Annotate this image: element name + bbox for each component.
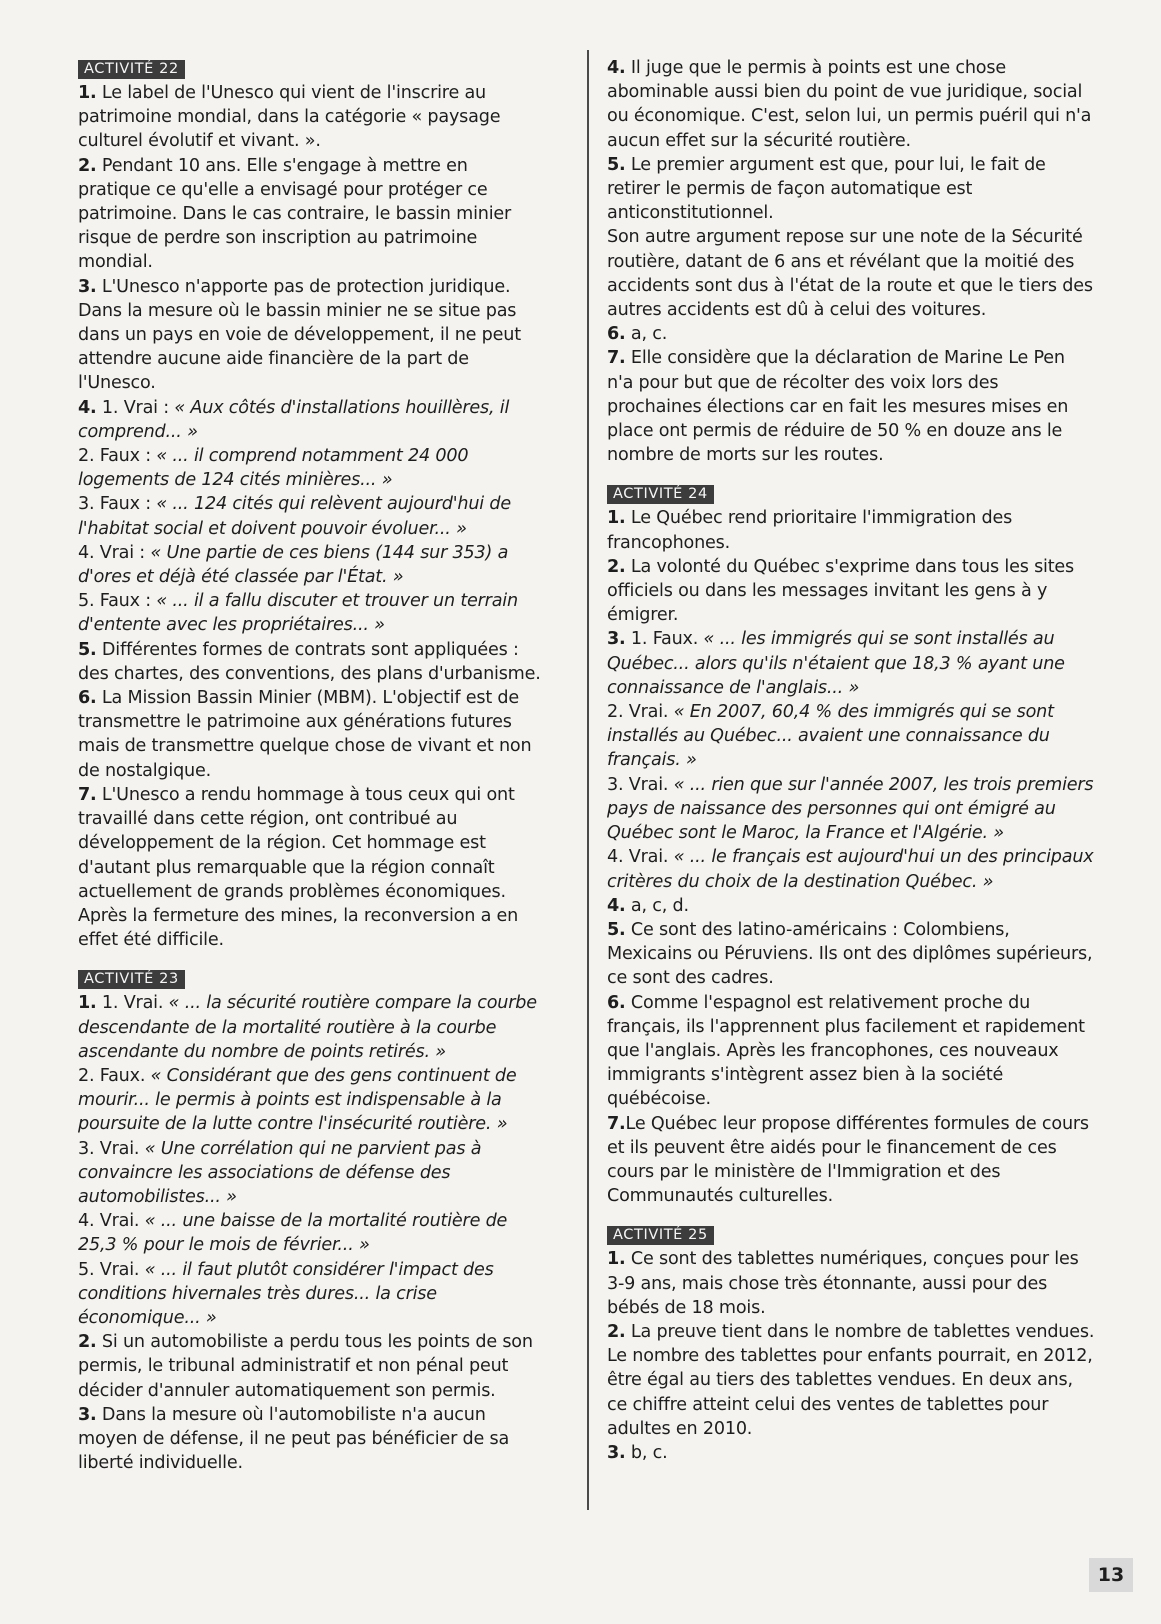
answer-paragraph <box>607 225 1095 322</box>
answer-paragraph <box>607 56 1095 153</box>
answer-paragraph <box>607 555 1095 628</box>
answer-paragraph <box>78 1258 543 1331</box>
answer-paragraph <box>78 396 543 444</box>
answer-text: Le Québec leur propose différentes formules de cours et ils peuvent être aidés pour le financement de ces cours par le ministère de l'Immigration et des Communautés culturelles. <box>607 1113 1089 1207</box>
activity-23-continued <box>607 56 1095 467</box>
answer-quote: « ... les immigrés qui se sont installés au Québec... alors qu'ils n'étaient que 18,3 % ayant une connaissance de l'anglais... » <box>607 629 1065 698</box>
answer-number: 2. <box>78 155 97 176</box>
answer-paragraph <box>78 444 543 492</box>
answer-text: Dans la mesure où l'automobiliste n'a aucun moyen de défense, il ne peut pas bénéficier de sa liberté individuelle. <box>78 1404 510 1474</box>
answer-paragraph <box>607 1247 1095 1320</box>
answer-paragraph <box>607 1320 1095 1441</box>
answer-quote: « ... la sécurité routière compare la courbe descendante de la mortalité routière à la courbe ascendante du nombre de points retirés. » <box>78 993 537 1062</box>
activity-tag: ACTIVITÉ 24 <box>607 485 714 504</box>
answer-quote: « ... il comprend notamment 24 000 logements de 124 cités minières... » <box>78 446 469 491</box>
answer-verdict: 5. Faux : <box>78 591 157 612</box>
answer-verdict: 2. Faux. <box>78 1065 151 1086</box>
answer-number: 1. <box>607 508 626 529</box>
answer-list <box>607 506 1095 1208</box>
answer-quote: « En 2007, 60,4 % des immigrés qui se sont installés au Québec... avaient une connaissance du français. » <box>607 702 1054 771</box>
activity-23 <box>78 966 543 1475</box>
answer-verdict: 4. Vrai : <box>78 542 151 563</box>
answer-text: La volonté du Québec s'exprime dans tous les sites officiels ou dans les messages invitant les gens à y émigrer. <box>607 556 1075 626</box>
answer-quote: « ... 124 cités qui relèvent aujourd'hui de l'habitat social et doivent pouvoir évoluer... » <box>78 494 511 539</box>
answer-text: L'Unesco a rendu hommage à tous ceux qui ont travaillé dans cette région, ont contribué au développement de la région. Cet hommage est d'autant plus remarquable que la région connaît actuellement de grands problèmes économiques. Après la fermeture des mines, la reconversion a en effet été difficile. <box>78 784 519 951</box>
activity-25 <box>607 1222 1095 1465</box>
answer-verdict: 1. Faux. <box>625 629 704 650</box>
answer-text: a, c, d. <box>625 895 689 916</box>
answer-paragraph <box>78 492 543 540</box>
answer-paragraph <box>78 638 543 686</box>
answer-text: Ce sont des tablettes numériques, conçues pour les 3-9 ans, mais chose très étonnante, aussi pour des bébés de 18 mois. <box>607 1249 1079 1318</box>
answer-text: a, c. <box>625 324 668 345</box>
answer-list <box>78 81 543 952</box>
answer-paragraph <box>607 918 1095 991</box>
answer-verdict: 3. Vrai. <box>78 1138 145 1159</box>
answer-quote: « ... le français est aujourd'hui un des principaux critères du choix de la destination Québec. » <box>607 847 1094 892</box>
answer-text: L'Unesco n'apporte pas de protection juridique. Dans la mesure où le bassin minier ne se situe pas dans un pays en voie de développement, il ne peut attendre aucune aide financière de la part de l'Unesco. <box>78 276 521 394</box>
answer-quote: « Une corrélation qui ne parvient pas à convaincre les associations de défense des automobilistes... » <box>78 1138 482 1207</box>
answer-number: 5. <box>607 154 626 175</box>
answer-number: 7. <box>607 348 626 369</box>
answer-number: 3. <box>607 1442 626 1463</box>
answer-text: b, c. <box>625 1442 668 1463</box>
answer-number: 6. <box>607 324 626 345</box>
answer-verdict: 4. Vrai. <box>78 1211 145 1232</box>
answer-number: 2. <box>607 556 626 577</box>
answer-list <box>607 56 1095 467</box>
answer-verdict: 1. Vrai. <box>96 993 169 1014</box>
answer-verdict: 3. Faux : <box>78 494 157 515</box>
answer-number: 4. <box>78 397 97 418</box>
answer-text: Son autre argument repose sur une note de la Sécurité routière, datant de 6 ans et révélant que la moitié des accidents sont dus à l'état de la route et que le tiers des autres accidents est dû à celui des voitures. <box>607 227 1093 321</box>
answer-number: 5. <box>607 919 626 940</box>
activity-tag: ACTIVITÉ 23 <box>78 970 185 989</box>
answer-paragraph <box>78 783 543 952</box>
left-column <box>78 56 543 1489</box>
answer-paragraph <box>607 1112 1095 1209</box>
answer-quote: « Aux côtés d'installations houillères, il comprend... » <box>78 397 510 442</box>
answer-verdict: 1. Vrai : <box>96 397 175 418</box>
answer-text: Il juge que le permis à points est une chose abominable aussi bien du point de vue juridique, social ou économique. C'est, selon lui, un permis puéril qui n'a aucun effet sur la sécurité routière. <box>607 58 1092 151</box>
answer-paragraph <box>607 506 1095 554</box>
answer-list <box>607 1247 1095 1465</box>
answer-paragraph <box>607 773 1095 846</box>
answer-paragraph <box>607 1441 1095 1465</box>
answer-number: 2. <box>78 1332 97 1353</box>
answer-number: 3. <box>78 1404 97 1425</box>
answer-verdict: 5. Vrai. <box>78 1259 145 1280</box>
answer-paragraph <box>78 154 543 275</box>
answer-number: 1. <box>78 993 97 1014</box>
right-column <box>607 56 1095 1479</box>
answer-text: Elle considère que la déclaration de Marine Le Pen n'a pour but que de récolter des voix lors des prochaines élections car en fait les mesures mises en place ont permis de réduire de 50 % en douze ans le nombre de morts sur les routes. <box>607 348 1069 466</box>
answer-verdict: 4. Vrai. <box>607 847 674 868</box>
answer-paragraph <box>607 700 1095 773</box>
answer-text: Différentes formes de contrats sont appliquées : des chartes, des conventions, des plans d'urbanisme. <box>78 639 541 684</box>
answer-paragraph <box>78 81 543 154</box>
answer-text: Le label de l'Unesco qui vient de l'inscrire au patrimoine mondial, dans la catégorie « paysage culturel évolutif et vivant. ». <box>78 83 501 152</box>
answer-paragraph <box>607 627 1095 700</box>
answer-paragraph <box>78 275 543 396</box>
answer-paragraph <box>78 686 543 783</box>
answer-number: 5. <box>78 639 97 660</box>
answer-paragraph <box>607 346 1095 467</box>
answer-number: 4. <box>607 895 626 916</box>
answer-paragraph <box>78 1403 543 1476</box>
answer-text: Comme l'espagnol est relativement proche du français, ils l'apprennent plus facilement et rapidement que l'anglais. Après les francophones, ces nouveaux immigrants s'intègrent assez bien à la société québécoise. <box>607 992 1085 1110</box>
activity-22 <box>78 56 543 952</box>
answer-quote: « ... il faut plutôt considérer l'impact des conditions hivernales très dures... la crise économique... » <box>78 1259 494 1328</box>
answer-quote: « ... une baisse de la mortalité routière de 25,3 % pour le mois de février... » <box>78 1211 508 1256</box>
page-number: 13 <box>1089 1558 1133 1592</box>
answer-paragraph <box>78 1137 543 1210</box>
answer-paragraph <box>607 322 1095 346</box>
answer-quote: « Considérant que des gens continuent de mourir... le permis à points est indispensable à la poursuite de la lutte contre l'insécurité routière. » <box>78 1065 517 1135</box>
answer-number: 1. <box>607 1249 626 1270</box>
answer-verdict: 3. Vrai. <box>607 774 674 795</box>
answer-quote: « ... rien que sur l'année 2007, les trois premiers pays de naissance des personnes qui ont émigré au Québec sont le Maroc, la France et l'Algérie. » <box>607 774 1094 844</box>
answer-paragraph <box>78 1330 543 1403</box>
answer-quote: « ... il a fallu discuter et trouver un terrain d'entente avec les propriétaires... » <box>78 591 518 636</box>
column-divider <box>587 50 589 1510</box>
answer-number: 3. <box>78 276 97 297</box>
answer-number: 4. <box>607 58 626 78</box>
answer-paragraph <box>78 1064 543 1137</box>
answer-text: La Mission Bassin Minier (MBM). L'objectif est de transmettre le patrimoine aux générations futures mais de transmettre quelque chose de vivant et non de nostalgique. <box>78 688 532 781</box>
activity-tag: ACTIVITÉ 22 <box>78 60 185 79</box>
answer-number: 6. <box>78 688 97 709</box>
activity-24 <box>607 481 1095 1208</box>
answer-text: Le Québec rend prioritaire l'immigration des francophones. <box>607 508 1013 553</box>
answer-number: 2. <box>607 1321 626 1342</box>
answer-number: 1. <box>78 83 97 103</box>
answer-verdict: 2. Faux : <box>78 446 157 467</box>
answer-paragraph <box>607 991 1095 1112</box>
answer-paragraph <box>78 541 543 589</box>
answer-paragraph <box>607 153 1095 226</box>
answer-quote: « Une partie de ces biens (144 sur 353) a d'ores et déjà été classée par l'État. » <box>78 542 509 588</box>
activity-tag: ACTIVITÉ 25 <box>607 1226 714 1245</box>
answer-number: 3. <box>607 629 626 650</box>
answer-text: Pendant 10 ans. Elle s'engage à mettre en pratique ce qu'elle a envisagé pour protéger ce patrimoine. Dans le cas contraire, le bassin minier risque de perdre son inscription au patrimoine mondial. <box>78 155 512 273</box>
answer-paragraph <box>607 894 1095 918</box>
answer-text: Si un automobiliste a perdu tous les points de son permis, le tribunal administratif et non pénal peut décider d'annuler automatiquement son permis. <box>78 1332 533 1401</box>
answer-paragraph <box>78 991 543 1064</box>
answer-paragraph <box>78 1209 543 1257</box>
answer-number: 7. <box>607 1113 626 1134</box>
answer-text: Le premier argument est que, pour lui, le fait de retirer le permis de façon automatique est anticonstitutionnel. <box>607 154 1046 224</box>
answer-list <box>78 991 543 1475</box>
answer-text: La preuve tient dans le nombre de tablettes vendues. Le nombre des tablettes pour enfants pourrait, en 2012, être égal au tiers des tablettes vendues. En deux ans, ce chiffre atteint celui des ventes de tablettes pour adultes en 2010. <box>607 1321 1095 1439</box>
answer-paragraph <box>607 845 1095 893</box>
answer-paragraph <box>78 589 543 637</box>
answer-number: 7. <box>78 784 97 805</box>
answer-number: 6. <box>607 992 626 1013</box>
answer-text: Ce sont des latino-américains : Colombiens, Mexicains ou Péruviens. Ils ont des diplômes supérieurs, ce sont des cadres. <box>607 919 1093 989</box>
answer-verdict: 2. Vrai. <box>607 702 674 723</box>
